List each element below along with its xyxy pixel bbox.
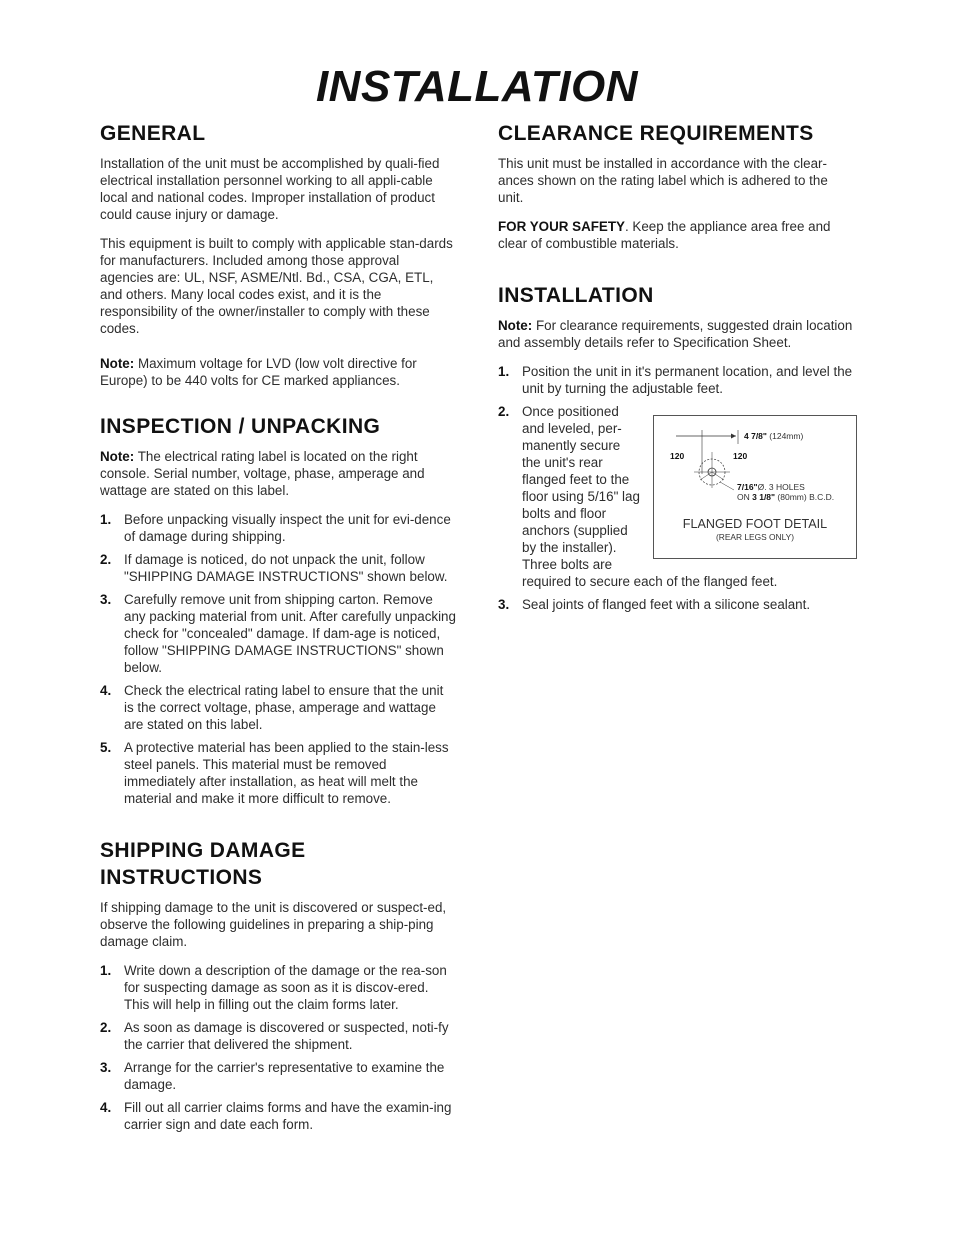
step-text: Write down a description of the damage or the rea-son for suspecting damage as soon as it is discov-ered. This will help in filling out the claim forms later. [124, 963, 447, 1012]
clearance-section [498, 120, 856, 252]
general-section [100, 120, 456, 389]
note-label: Note: [100, 449, 135, 464]
list-item [100, 1099, 456, 1133]
figure-sub-caption: (REAR LEGS ONLY) [715, 532, 795, 542]
safety-paragraph [498, 218, 856, 252]
shipping-steps [100, 962, 456, 1133]
step-number: 2. [100, 1020, 112, 1035]
shipping-section [100, 837, 456, 1133]
installation-heading: INSTALLATION [498, 284, 654, 307]
list-item [100, 1059, 456, 1093]
step-text: Position the unit in it's permanent location, and level the unit by turning the adjustable feet. [522, 364, 853, 396]
step-text: Check the electrical rating label to ensure that the unit is the correct voltage, phase, amperage and wattage are stated on this label. [124, 683, 444, 732]
general-paragraph-2: This equipment is built to comply with applicable stan-dards for manufacturers. Included among those approval agencies are: UL, NSF, ASME/Ntl. Bd., CSA, CGA, ETL, and others. Many local codes exist, and it is the responsibility of the owner/installer to comply with these codes. [100, 236, 453, 336]
dimension-arrow [731, 434, 736, 439]
note-text: For clearance requirements, suggested drain location and assembly details refer to Specification Sheet. [498, 318, 853, 350]
note-label: Note: [498, 318, 533, 333]
list-item [100, 682, 456, 733]
general-note [100, 355, 456, 389]
list-item [498, 596, 856, 613]
step-text: Arrange for the carrier's representative to examine the damage. [124, 1060, 445, 1092]
left-column [100, 120, 456, 1155]
clearance-heading: CLEARANCE REQUIREMENTS [498, 122, 814, 145]
step-text: Carefully remove unit from shipping carton. Remove any packing material from unit. After carefully unpacking check for "concealed" damage. If dam-age is noticed, follow "SHIPPING DAMAGE INSTRUCTIONS" shown below. [124, 592, 456, 675]
safety-text: . Keep the appliance area free and clear of combustible materials. [498, 219, 831, 251]
note-text: The electrical rating label is located on the right console. Serial number, voltage, phase, amperage and wattage are stated on this label. [100, 449, 425, 498]
clearance-paragraph: This unit must be installed in accordance with the clear-ances shown on the rating label which is adhered to the unit. [498, 156, 828, 205]
flanged-foot-detail-figure [653, 415, 857, 559]
angle-left-label: 120 [670, 451, 685, 461]
step-text: Before unpacking visually inspect the unit for evi-dence of damage during shipping. [124, 512, 451, 544]
list-item [100, 962, 456, 1013]
step-text: As soon as damage is discovered or suspected, noti-fy the carrier that delivered the shipment. [124, 1020, 449, 1052]
step-number: 3. [100, 1060, 112, 1075]
list-item [100, 591, 456, 676]
width-dimension-label: 4 7/8" (124mm) [744, 431, 804, 441]
step-text: A protective material has been applied to the stain-less steel panels. This material must be removed immediately after installation, as heat will melt the material and make it more difficult to remove. [124, 740, 449, 806]
installation-note [498, 317, 856, 351]
step-number: 1. [100, 963, 112, 978]
inspection-section [100, 413, 456, 807]
step-number: 1. [498, 364, 510, 379]
inspection-note [100, 448, 456, 499]
step-number: 3. [498, 597, 510, 612]
leader-line [720, 482, 734, 490]
hole-spec-label: 7/16"Ø. 3 HOLES [737, 482, 805, 492]
shipping-heading: SHIPPING DAMAGE INSTRUCTIONS [100, 839, 306, 889]
list-item [498, 363, 856, 397]
general-heading: GENERAL [100, 122, 206, 145]
bolt-circle-diameter-label: ON 3 1/8" (80mm) B.C.D. [737, 492, 835, 502]
page-title: INSTALLATION [315, 62, 639, 111]
general-paragraph-1: Installation of the unit must be accomplished by quali-fied electrical installation personnel working to all appli-cable local and national codes. Improper installation of product could cause injury or damage. [100, 156, 440, 222]
note-text: Maximum voltage for LVD (low volt directive for Europe) to be 440 volts for CE marked appliances. [100, 356, 417, 388]
note-label: Note: [100, 356, 135, 371]
step-number: 2. [498, 404, 510, 419]
step-text: If damage is noticed, do not unpack the unit, follow "SHIPPING DAMAGE INSTRUCTIONS" shown below. [124, 552, 448, 584]
step-number: 4. [100, 1100, 112, 1115]
list-item [100, 739, 456, 807]
angle-right-label: 120 [733, 451, 748, 461]
list-item [100, 511, 456, 545]
step-text: Once positioned and leveled, per-manently secure the unit's rear flanged feet to the floor using 5/16" lag bolts and floor anchors (supplied by the installer). Three bolts are [522, 404, 640, 572]
list-item [100, 551, 456, 585]
figure-caption: FLANGED FOOT DETAIL [682, 517, 828, 531]
shipping-intro: If shipping damage to the unit is discovered or suspect-ed, observe the following guidelines in preparing a ship-ping damage claim. [100, 900, 447, 949]
list-item [100, 1019, 456, 1053]
step-text: Fill out all carrier claims forms and have the examin-ing carrier sign and date each form. [124, 1100, 452, 1132]
inspection-heading: INSPECTION / UNPACKING [100, 415, 381, 438]
step-text-continued: required to secure each of the flanged feet. [522, 574, 778, 589]
step-number: 1. [100, 512, 112, 527]
step-number: 4. [100, 683, 112, 698]
step-number: 5. [100, 740, 112, 755]
inspection-steps [100, 511, 456, 807]
step-number: 2. [100, 552, 112, 567]
safety-label: FOR YOUR SAFETY [498, 219, 625, 234]
step-text: Seal joints of flanged feet with a silicone sealant. [522, 597, 811, 612]
step-number: 3. [100, 592, 112, 607]
